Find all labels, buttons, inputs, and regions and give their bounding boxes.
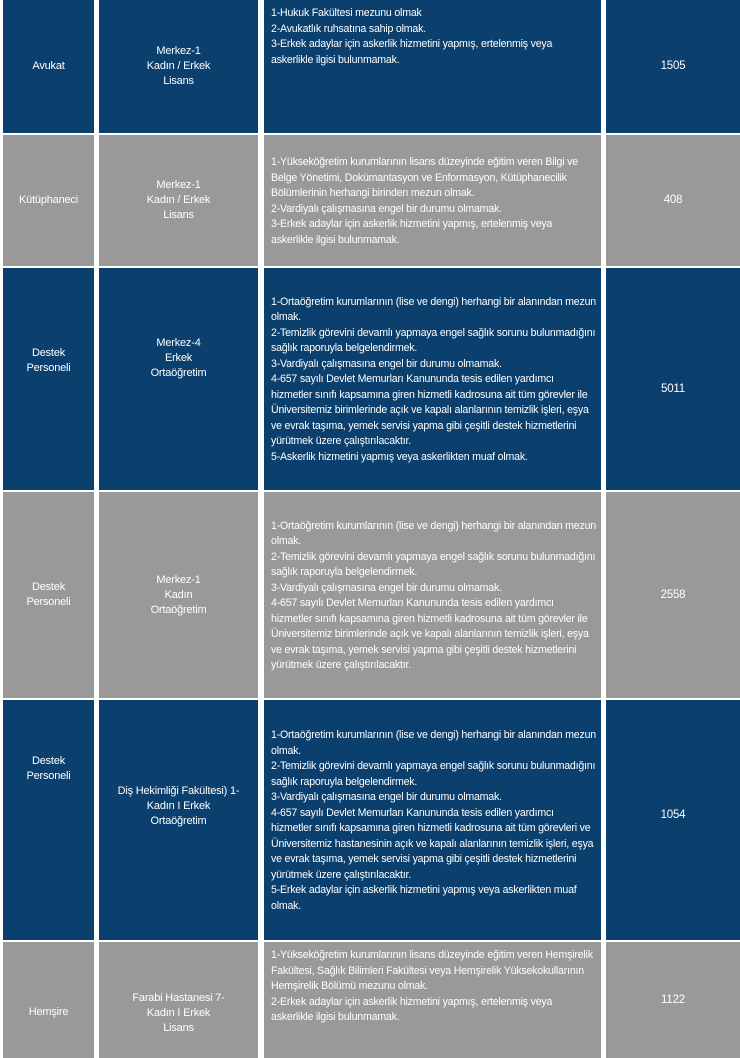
unit-info: Merkez-1 Kadın / Erkek Lisans — [146, 179, 211, 221]
position-count: 1122 — [661, 993, 685, 1006]
unit-cell — [99, 492, 258, 698]
table-row — [0, 942, 740, 1058]
position-name: Hemşire — [28, 1005, 69, 1018]
table-row — [0, 135, 740, 266]
table-row — [0, 492, 740, 698]
count-cell — [606, 492, 740, 698]
position-count: 1505 — [660, 60, 686, 72]
unit-cell — [99, 700, 258, 940]
unit-cell — [99, 0, 258, 133]
position-cell — [3, 0, 94, 133]
requirements-text: 1-Ortaöğretim kurumlarının (lise ve dengi) herhangi bir alanından mezun olmak. 2-Temizlik görevini devamlı yapmaya engel sağlık sorunu bulunmadığını sağlık raporuyla belgelendirmek. 3-Vardiyalı çalışmasına engel bir durumu olmamak. 4-657 sayılı Devlet Memurları Kanununda tesis edilen yardımcı hizmetler sınıfı kapsamına giren hizmetli kadrosuna ait tüm görevler ile Üniversitemiz birimlerinde açık ve kapalı alanlarının temizlik işleri, eşya ve evrak taşıma, yemek servisi yapma gibi çeşitli destek hizmetlerini yürütmek üzere çalıştırılacaktır. 5-Askerlik hizmetini yapmış veya askerlikten muaf olmak. — [271, 295, 596, 463]
requirements-text: 1-Hukuk Fakültesi mezunu olmak 2-Avukatlık ruhsatına sahip olmak. 3-Erkek adaylar için askerlik hizmetini yapmış, ertelenmiş veya askerlikle ilgisi bulunmamak. — [271, 7, 553, 66]
count-cell — [606, 268, 740, 490]
table-row — [0, 268, 740, 490]
requirements-cell — [264, 0, 601, 133]
requirements-cell — [264, 268, 601, 490]
count-cell — [606, 0, 740, 133]
requirements-cell — [264, 492, 601, 698]
unit-info: Merkez-4 Erkek Ortaöğretim — [150, 337, 207, 379]
unit-info: Merkez-1 Kadın / Erkek Lisans — [146, 45, 211, 87]
requirements-cell — [264, 135, 601, 266]
requirements-cell — [264, 700, 601, 940]
position-name: Destek Personeli — [26, 755, 71, 782]
requirements-cell — [264, 942, 601, 1058]
requirements-text: 1-Ortaöğretim kurumlarının (lise ve dengi) herhangi bir alanından mezun olmak. 2-Temizlik görevini devamlı yapmaya engel sağlık sorunu bulunmadığını sağlık raporuyla belgelendirmek. 3-Vardiyalı çalışmasına engel bir durumu olmamak. 4-657 sayılı Devlet Memurları Kanununda tesis edilen yardımcı hizmetler sınıfı kapsamına giren hizmetli kadrosuna ait tüm görevleri ve Üniversitemiz hastanesinin açık ve kapalı alanlarının temizlik işleri, eşya ve evrak taşıma, yemek servisi yapma gibi çeşitli destek hizmetlerini yürütmek üzere çalıştırılacaktır. 5-Erkek adaylar için askerlik hizmetini yapmış veya askerlikten muaf olmak. — [271, 729, 596, 912]
position-cell — [3, 268, 94, 490]
position-name: Destek Personeli — [26, 347, 71, 374]
count-cell — [606, 942, 740, 1058]
unit-info: Farabi Hastanesi 7- Kadın I Erkek Lisans — [132, 991, 225, 1034]
position-cell — [3, 700, 94, 940]
position-name: Avukat — [32, 60, 65, 72]
table-row — [0, 0, 740, 133]
unit-cell — [99, 135, 258, 266]
position-name: Kütüphaneci — [19, 194, 78, 206]
count-cell — [606, 135, 740, 266]
requirements-text: 1-Ortaöğretim kurumlarının (lise ve dengi) herhangi bir alanından mezun olmak. 2-Temizlik görevini devamlı yapmaya engel sağlık sorunu bulunmadığını sağlık raporuyla belgelendirmek. 3-Vardiyalı çalışmasına engel bir durumu olmamak. 4-657 sayılı Devlet Memurları Kanununda tesis edilen yardımcı hizmetler sınıfı kapsamına giren hizmetli kadrosuna ait tüm görevler ile Üniversitemiz birimlerinde açık ve kapalı alanlarının temizlik işleri, eşya ve evrak taşıma, yemek servisi yapma gibi çeşitli destek hizmetlerini yürütmek üzere çalıştırılacaktır. — [271, 519, 596, 671]
position-count: 1054 — [660, 808, 686, 821]
requirements-text: 1-Yükseköğretim kurumlarının lisans düzeyinde eğitim veren Hemşirelik Fakültesi, Sağlık Bilimleri Fakültesi veya Hemşirelik Yüksekokullarının Hemşirelik Bölümü mezunu olmak. 2-Erkek adaylar için askerlik hizmetini yapmış, ertelenmiş veya askerlikle ilgisi bulunmamak. — [271, 949, 593, 1023]
position-count: 408 — [663, 194, 683, 206]
position-name: Destek Personeli — [26, 581, 71, 608]
position-count: 5011 — [661, 382, 685, 395]
requirements-text: 1-Yükseköğretim kurumlarının lisans düzeyinde eğitim veren Bilgi ve Belge Yönetimi, Dokümantasyon ve Enformasyon, Kütüphanecilik Bölümlerinin herhangi birinden mezun olmak. 2-Vardiyalı çalışmasına engel bir durumu olmamak. 3-Erkek adaylar için askerlik hizmetini yapmış, ertelenmiş veya askerlikle ilgisi bulunmamak. — [271, 156, 578, 246]
table-row — [0, 700, 740, 940]
position-count: 2558 — [660, 588, 686, 601]
count-cell — [606, 700, 740, 940]
unit-info: Diş Hekimliği Fakültesi) 1- Kadın I Erkek Ortaöğretim — [117, 785, 240, 827]
position-cell — [3, 492, 94, 698]
unit-cell — [99, 942, 258, 1058]
unit-info: Merkez-1 Kadın Ortaöğretim — [150, 573, 207, 616]
position-cell — [3, 135, 94, 266]
position-cell — [3, 942, 94, 1058]
unit-cell — [99, 268, 258, 490]
